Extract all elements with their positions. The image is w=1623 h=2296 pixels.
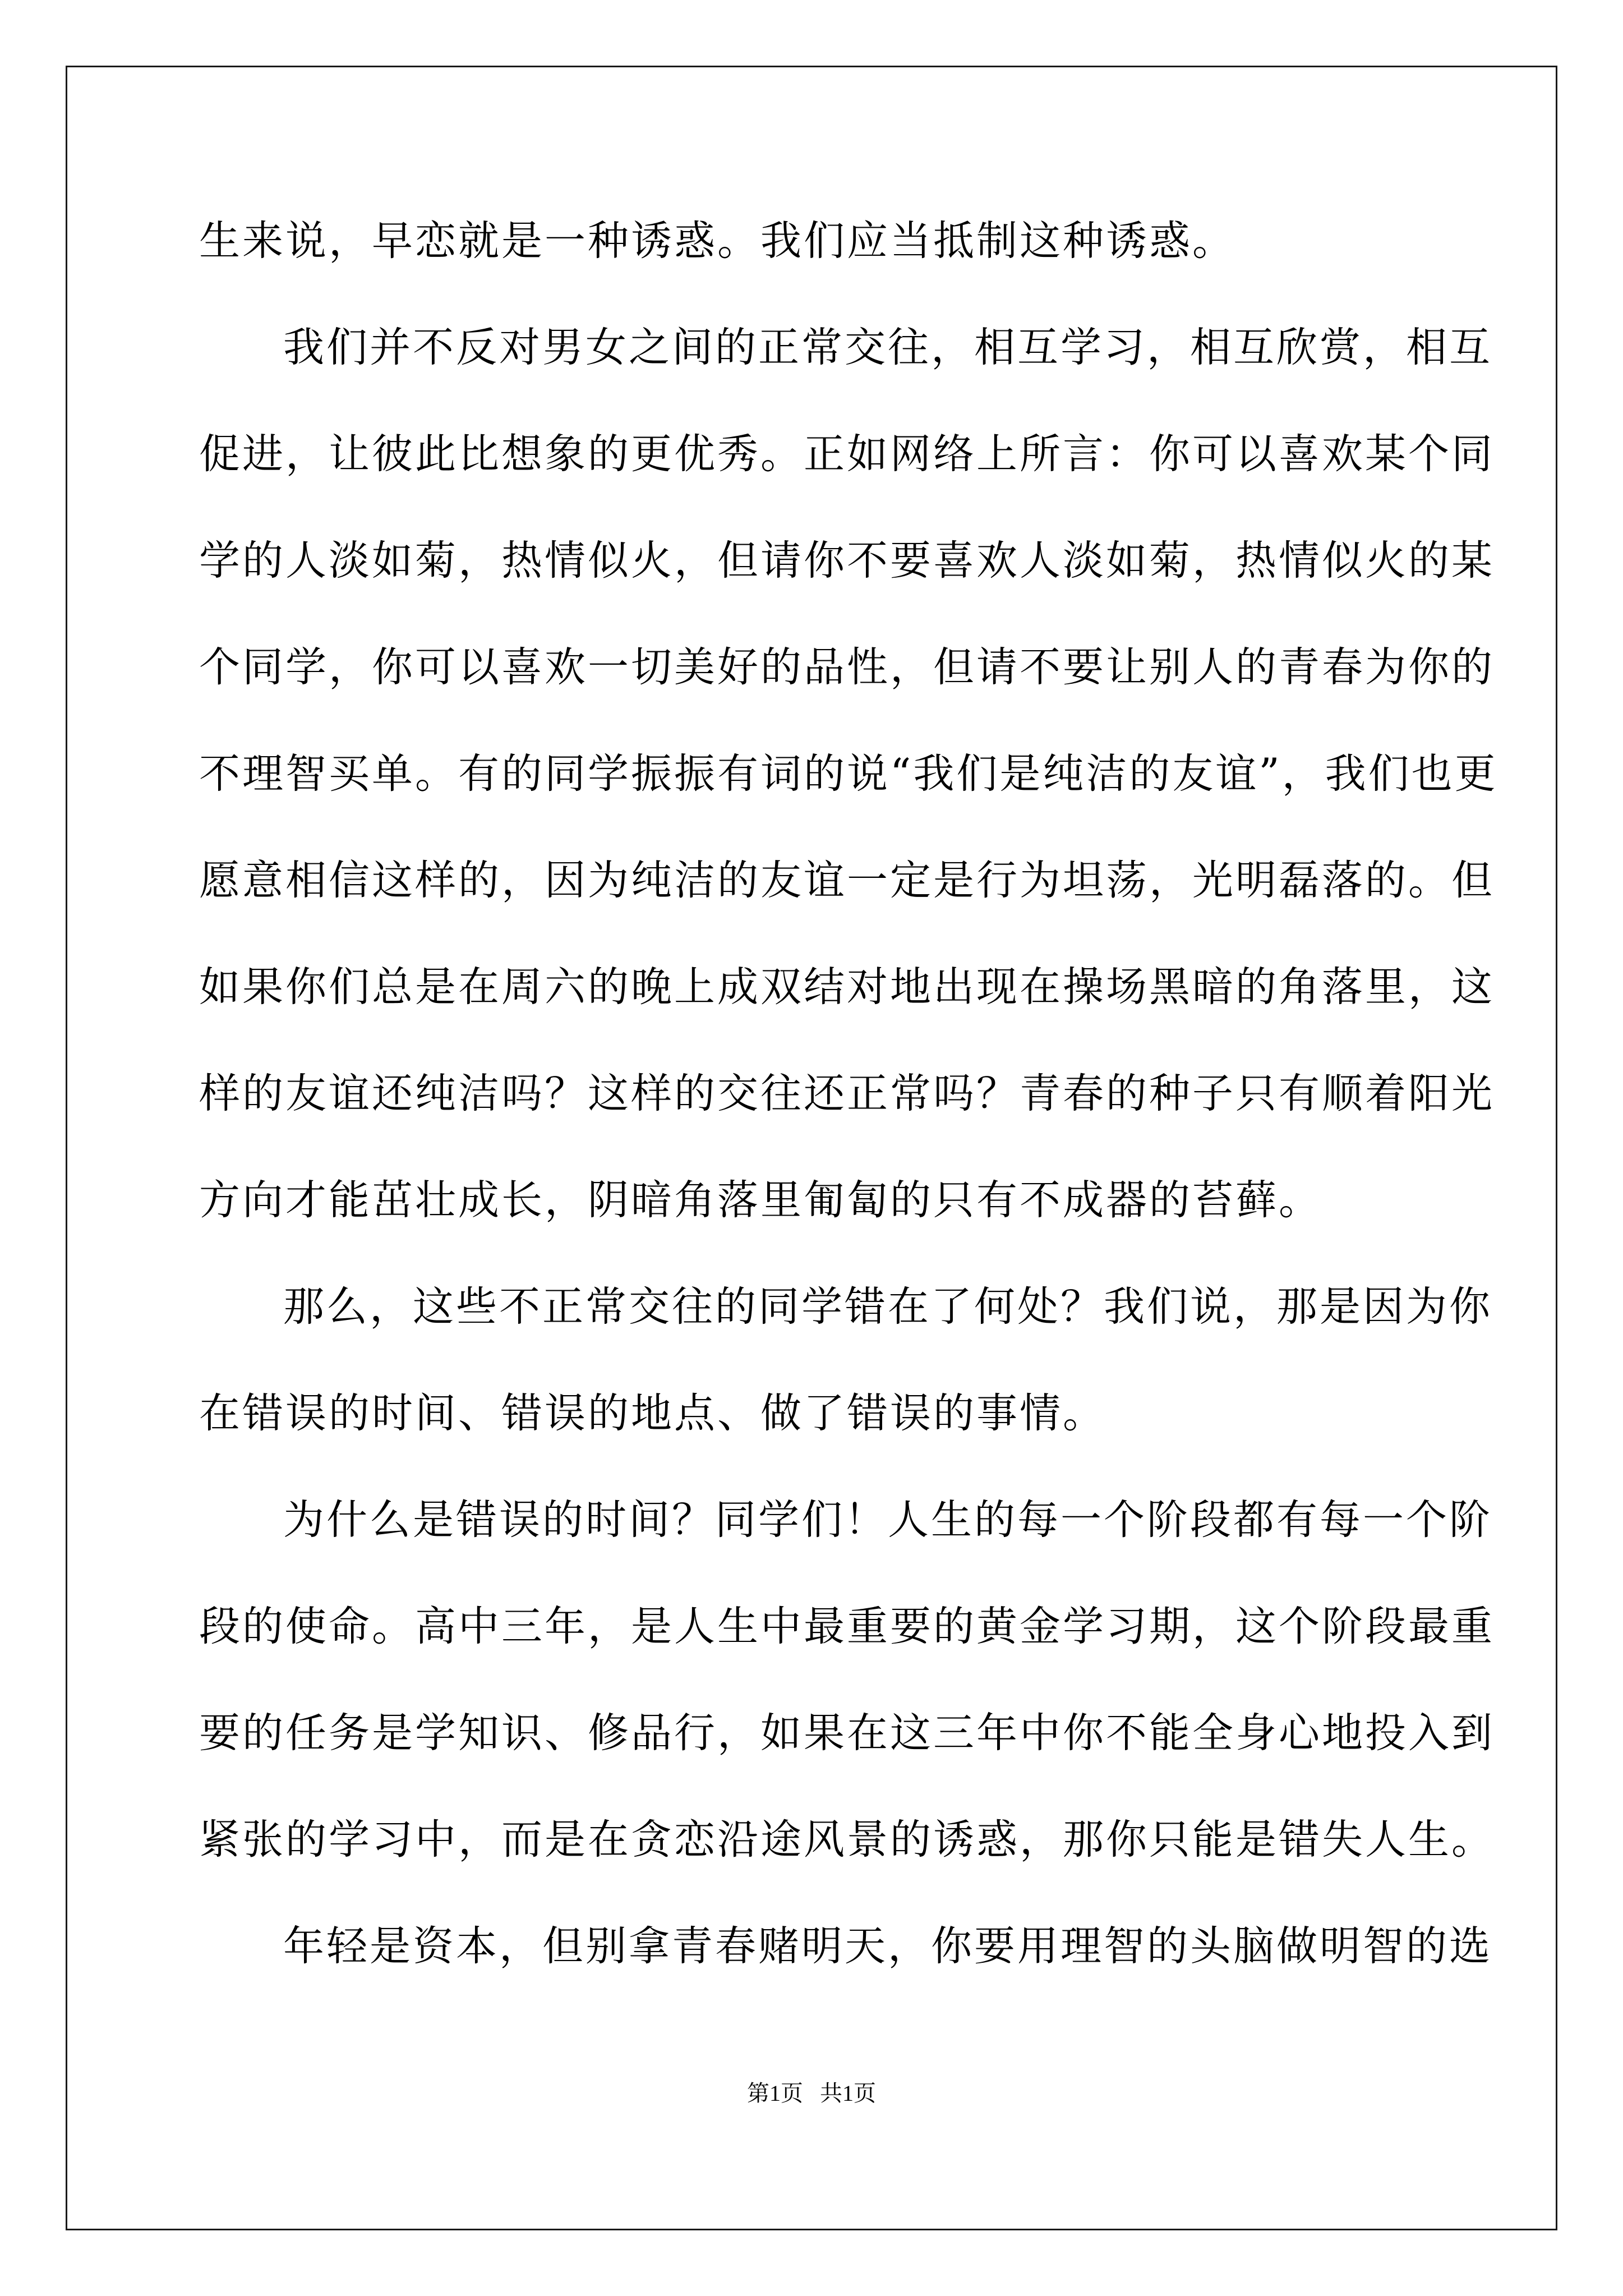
text-line: 促进，让彼此比想象的更优秀。正如网络上所言：你可以喜欢某个同 (199, 430, 1495, 478)
text-line: 方向才能茁壮成长，阴暗角落里匍匐的只有不成器的苔藓。 (199, 1176, 1322, 1224)
text-line: 段的使命。高中三年，是人生中最重要的黄金学习期，这个阶段最重 (199, 1603, 1495, 1650)
text-line: 紧张的学习中，而是在贪恋沿途风景的诱惑，那你只能是错失人生。 (199, 1816, 1495, 1864)
text-line: 生来说，早恋就是一种诱惑。我们应当抵制这种诱惑。 (199, 217, 1235, 265)
text-line: 不理智买单。有的同学振振有词的说“我们是纯洁的友谊”，我们也更 (199, 750, 1498, 798)
page-border (66, 66, 1557, 2230)
text-line: 为什么是错误的时间？同学们！人生的每一个阶段都有每一个阶 (283, 1496, 1492, 1544)
text-line: 愿意相信这样的，因为纯洁的友谊一定是行为坦荡，光明磊落的。但 (199, 857, 1495, 904)
text-line: 那么，这些不正常交往的同学错在了何处？我们说，那是因为你 (283, 1283, 1492, 1331)
text-line: 如果你们总是在周六的晚上成双结对地出现在操场黑暗的角落里，这 (199, 963, 1495, 1011)
text-line: 个同学，你可以喜欢一切美好的品性，但请不要让别人的青春为你的 (199, 643, 1495, 691)
text-line: 样的友谊还纯洁吗？这样的交往还正常吗？青春的种子只有顺着阳光 (199, 1070, 1495, 1117)
text-line: 我们并不反对男女之间的正常交往，相互学习，相互欣赏，相互 (283, 324, 1492, 371)
text-line: 要的任务是学知识、修品行，如果在这三年中你不能全身心地投入到 (199, 1709, 1495, 1757)
text-line: 年轻是资本，但别拿青春赌明天，你要用理智的头脑做明智的选 (283, 1922, 1492, 1970)
text-line: 在错误的时间、错误的地点、做了错误的事情。 (199, 1389, 1106, 1437)
page-footer: 第1页 共1页 (747, 2081, 876, 2106)
text-line: 学的人淡如菊，热情似火，但请你不要喜欢人淡如菊，热情似火的某 (199, 537, 1495, 585)
